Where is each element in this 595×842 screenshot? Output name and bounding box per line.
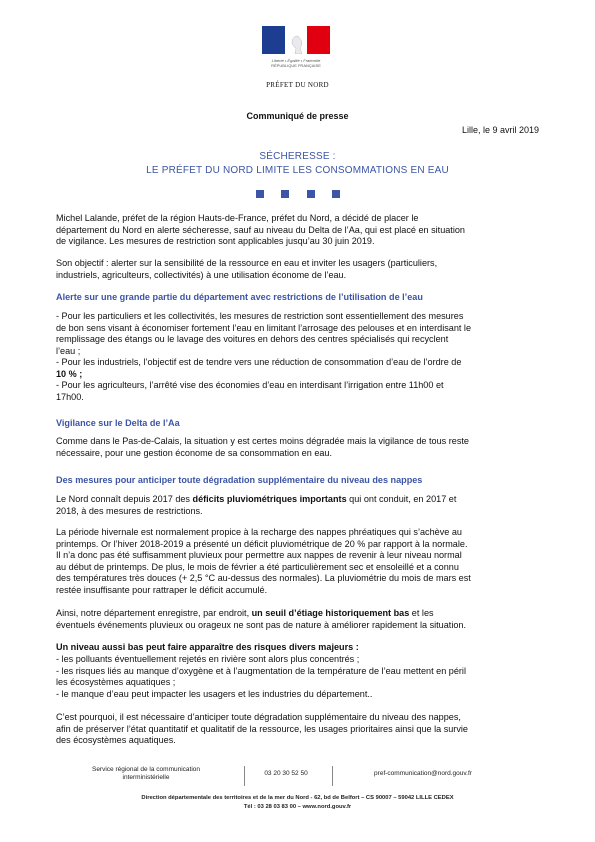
text-line bbox=[56, 494, 539, 506]
section-mesures-p1 bbox=[56, 494, 539, 517]
document-date: Lille, le 9 avril 2019 bbox=[461, 125, 539, 135]
risks-title: Un niveau aussi bas peut faire apparaître des risques divers majeurs : bbox=[56, 642, 359, 652]
text-line: Il n’a donc pas été suffisamment pluvieux pour permettre aux nappes de revenir à leur niveau normal bbox=[56, 550, 462, 560]
text-line bbox=[56, 608, 539, 620]
conclusion-paragraph bbox=[56, 712, 539, 747]
section-mesures-p3 bbox=[56, 608, 539, 631]
text-run: Le Nord connaît depuis 2017 des bbox=[56, 494, 193, 504]
republic-text: RÉPUBLIQUE FRANÇAISE bbox=[271, 63, 321, 68]
footer-divider bbox=[332, 766, 333, 786]
square-icon bbox=[281, 190, 289, 198]
motto-text: Liberté • Égalité • Fraternité bbox=[271, 58, 321, 63]
risks-list bbox=[56, 654, 539, 700]
list-item: - les polluants éventuellement rejetés en rivière sont alors plus concentrés ; bbox=[56, 654, 360, 664]
footer-contact-line: Tél : 03 28 03 83 00 – www.nord.gouv.fr bbox=[243, 804, 352, 810]
section-alerte-body bbox=[56, 311, 539, 403]
text-line: de vigilance. Les mesures de restriction sont applicables jusqu’au 30 juin 2019. bbox=[56, 236, 375, 246]
text-line: C’est pourquoi, il est nécessaire d’anticiper toute dégradation supplémentaire du niveau des nappes, bbox=[56, 712, 461, 722]
section-title-mesures: Des mesures pour anticiper toute dégradation supplémentaire du niveau des nappes bbox=[56, 475, 423, 485]
republic-motto bbox=[262, 58, 330, 68]
footer-contacts bbox=[56, 766, 539, 790]
text-run: et les bbox=[409, 608, 434, 618]
intro-paragraph-2 bbox=[56, 258, 539, 281]
bold-text: un seuil d’étiage historiquement bas bbox=[251, 608, 410, 618]
list-item: les écosystèmes aquatiques ; bbox=[56, 677, 176, 687]
text-line: Son objectif : alerter sur la sensibilité de la ressource en eau et inviter les usagers (particuliers, bbox=[56, 258, 438, 268]
intro-paragraph-1 bbox=[56, 213, 539, 248]
text-run: Ainsi, notre département enregistre, par endroit, bbox=[56, 608, 252, 618]
footer-divider bbox=[244, 766, 245, 786]
list-item: - les risques liés au manque d’oxygène et à l’augmentation de la température de l’eau mettent en péril bbox=[56, 665, 466, 676]
text-line: - Pour les agriculteurs, l’arrêté vise des économies d’eau en interdisant l’irrigation entre 11h00 et bbox=[56, 380, 444, 390]
text-line: 17h00. bbox=[56, 391, 84, 402]
text-line: industriels, agriculteurs, collectivités) à une utilisation économe de l’eau. bbox=[56, 269, 347, 280]
footer-service bbox=[56, 766, 236, 782]
text-line: de bon sens visant à économiser fortement l’eau en limitant l’arrosage des pelouses et en interdisant le bbox=[56, 322, 472, 333]
section-title-vigilance: Vigilance sur le Delta de l’Aa bbox=[56, 418, 180, 428]
text-line: remplissage des étangs ou le lavage des voitures en dehors des centres spécialisés qui recyclent bbox=[56, 334, 449, 344]
decorative-squares bbox=[256, 190, 340, 198]
text-run: qui ont conduit, en 2017 et bbox=[346, 494, 457, 504]
text-line: des écosystèmes aquatiques. bbox=[56, 735, 176, 745]
text-line: La période hivernale est normalement propice à la recharge des nappes phréatiques qui s’achève au bbox=[56, 527, 462, 537]
text-line: nécessaire, pour une gestion économe de sa consommation en eau. bbox=[56, 447, 333, 458]
service-line: Service régional de la communication bbox=[91, 766, 201, 773]
section-mesures-p2 bbox=[56, 527, 539, 596]
square-icon bbox=[307, 190, 315, 198]
text-line: des températures très douces (+ 2,5 °C au-dessus des normales). La pluviométrie du mois de mars est bbox=[56, 573, 471, 583]
text-line: restée insuffisante pour rattraper le déficit accumulé. bbox=[56, 584, 268, 595]
text-line: département du Nord en alerte sécheresse, sauf au niveau du Delta de l’Aa, qui est placé en situation bbox=[56, 224, 465, 235]
text-line: éventuels événements pluvieux ou orageux ne sont pas de nature à améliorer rapidement la situation. bbox=[56, 619, 466, 630]
text-line: afin de préserver l’état quantitatif et qualitatif de la ressource, les usages prioritaires ainsi que la survie bbox=[56, 723, 468, 734]
footer-address: Direction départementale des territoires et de la mer du Nord - 62, bd de Belfort – CS 90007 – 59042 LILLE CEDEX bbox=[141, 795, 454, 801]
text-line: printemps. Or l’hiver 2018-2019 a présenté un déficit pluviométrique de 20 % par rapport à la normale. bbox=[56, 538, 468, 549]
footer-phone: 03 20 30 52 50 bbox=[264, 770, 308, 777]
headline-line-2: LE PRÉFET DU NORD LIMITE LES CONSOMMATIONS EN EAU bbox=[146, 165, 449, 176]
prefet-label: PRÉFET DU NORD bbox=[266, 81, 329, 89]
section-title-alerte: Alerte sur une grande partie du département avec restrictions de l’utilisation de l’eau bbox=[56, 292, 423, 302]
square-icon bbox=[256, 190, 264, 198]
footer-email[interactable]: pref-communication@nord.gouv.fr bbox=[374, 770, 472, 777]
text-line: au début de printemps. De plus, le mois de février a été particulièrement sec et ensoleillé et a connu bbox=[56, 561, 459, 572]
headline-line-1: SÉCHERESSE : bbox=[259, 151, 336, 162]
text-line: - Pour les particuliers et les collectivités, les mesures de restriction sont essentiellement des mesures bbox=[56, 311, 464, 321]
text-line: 2018, à des mesures de restrictions. bbox=[56, 505, 203, 516]
square-icon bbox=[332, 190, 340, 198]
bold-text: déficits pluviométriques importants bbox=[192, 494, 347, 504]
marianne-logo bbox=[262, 26, 330, 72]
marianne-profile-icon bbox=[288, 34, 304, 54]
text-line: 10 % ; bbox=[56, 368, 83, 379]
document-type: Communiqué de presse bbox=[246, 111, 349, 121]
text-line: l’eau ; bbox=[56, 345, 81, 356]
list-item: - le manque d’eau peut impacter les usagers et les industries du département.. bbox=[56, 688, 373, 699]
service-line: interministérielle bbox=[122, 774, 170, 781]
text-line: - Pour les industriels, l’objectif est de tendre vers une réduction de consommation d’eau de l’ordre de bbox=[56, 357, 462, 367]
section-vigilance-body bbox=[56, 436, 539, 459]
text-line: Comme dans le Pas-de-Calais, la situation y est certes moins dégradée mais la vigilance de tous reste bbox=[56, 436, 469, 446]
text-line: Michel Lalande, préfet de la région Hauts-de-France, préfet du Nord, a décidé de placer le bbox=[56, 213, 419, 223]
